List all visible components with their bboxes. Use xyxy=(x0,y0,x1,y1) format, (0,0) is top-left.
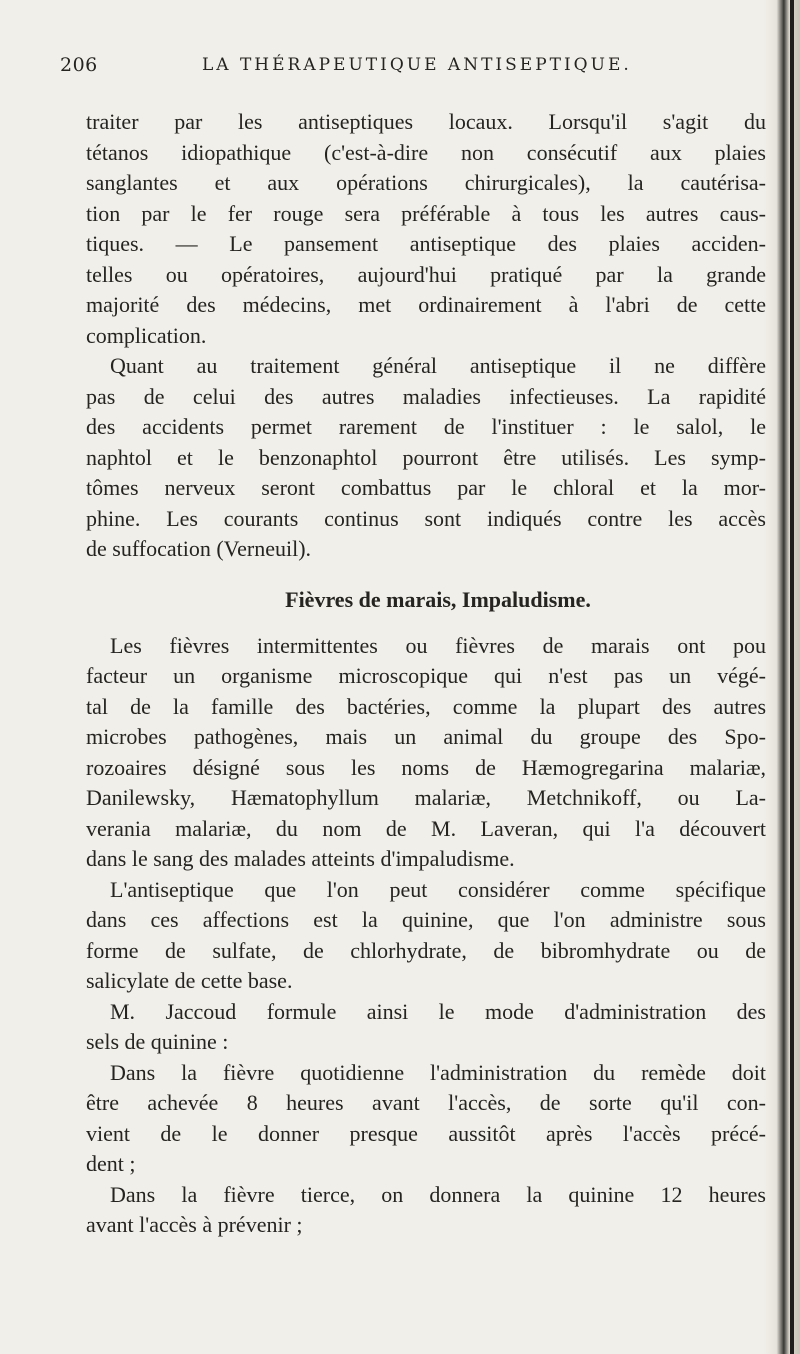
text-line: salicylate de cette base. xyxy=(86,968,293,993)
text-line: Les fièvres intermittentes ou fièvres de marais ont pou xyxy=(110,632,766,658)
section-heading: Fièvres de marais, Impaludisme. xyxy=(285,586,591,612)
text-line: Dans la fièvre quotidienne l'administration du remède doit xyxy=(110,1059,766,1085)
text-line: tômes nerveux seront combattus par le chloral et la mor- xyxy=(86,475,766,500)
text-line: M. Jaccoud formule ainsi le mode d'administration des xyxy=(110,998,766,1024)
page-header xyxy=(60,54,740,84)
text-line: complication. xyxy=(86,322,207,348)
text-line: verania malariæ, du nom de M. Laveran, qui l'a découvert xyxy=(86,815,766,841)
page-edge xyxy=(764,0,800,1354)
text-line: tion par le fer rouge sera préférable à tous les autres caus- xyxy=(86,200,766,226)
text-line: traiter par les antiseptiques locaux. Lorsqu'il s'agit du xyxy=(86,109,766,134)
text-line: pas de celui des autres maladies infectieuses. La rapidité xyxy=(86,383,766,409)
text-line: tétanos idiopathique (c'est-à-dire non consécutif aux plaies xyxy=(86,139,766,165)
text-line: vient de le donner presque aussitôt après l'accès précé- xyxy=(86,1120,766,1146)
text-line: dent ; xyxy=(86,1151,136,1176)
text-line: forme de sulfate, de chlorhydrate, de bibromhydrate ou de xyxy=(86,937,766,963)
text-line: phine. Les courants continus sont indiqués contre les accès xyxy=(86,505,766,531)
text-line: dans ces affections est la quinine, que l'on administre sous xyxy=(86,907,766,932)
text-line: sels de quinine : xyxy=(86,1029,229,1054)
text-line: telles ou opératoires, aujourd'hui pratiqué par la grande xyxy=(86,261,766,287)
text-line: rozoaires désigné sous les noms de Hæmogregarina malariæ, xyxy=(86,754,766,780)
text-line: de suffocation (Verneuil). xyxy=(86,536,312,561)
text-line: Danilewsky, Hæmatophyllum malariæ, Metchnikoff, ou La- xyxy=(86,785,766,810)
text-line: facteur un organisme microscopique qui n'est pas un végé- xyxy=(86,663,766,688)
text-line: microbes pathogènes, mais un animal du groupe des Spo- xyxy=(86,724,766,749)
text-line: avant l'accès à prévenir ; xyxy=(86,1212,303,1237)
text-line: majorité des médecins, met ordinairement à l'abri de cette xyxy=(86,292,766,317)
text-line: Dans la fièvre tierce, on donnera la quinine 12 heures xyxy=(110,1181,766,1207)
body-text xyxy=(86,107,766,1241)
text-line: tal de la famille des bactéries, comme la plupart des autres xyxy=(86,693,766,719)
text-line: sanglantes et aux opérations chirurgicales), la cautérisa- xyxy=(86,170,766,195)
text-line: Quant au traitement général antiseptique il ne diffère xyxy=(110,353,766,378)
text-line: dans le sang des malades atteints d'impaludisme. xyxy=(86,846,515,871)
text-line: L'antiseptique que l'on peut considérer comme spécifique xyxy=(110,876,766,902)
text-line: des accidents permet rarement de l'instituer : le salol, le xyxy=(86,414,766,439)
page-edge-shadow xyxy=(790,0,794,1354)
page-number: 206 xyxy=(60,54,98,76)
text-line: tiques. — Le pansement antiseptique des plaies acciden- xyxy=(86,231,766,256)
text-line: naphtol et le benzonaphtol pourront être utilisés. Les symp- xyxy=(86,444,766,470)
running-title: LA THÉRAPEUTIQUE ANTISEPTIQUE. xyxy=(202,55,632,75)
text-line: être achevée 8 heures avant l'accès, de sorte qu'il con- xyxy=(86,1090,766,1115)
